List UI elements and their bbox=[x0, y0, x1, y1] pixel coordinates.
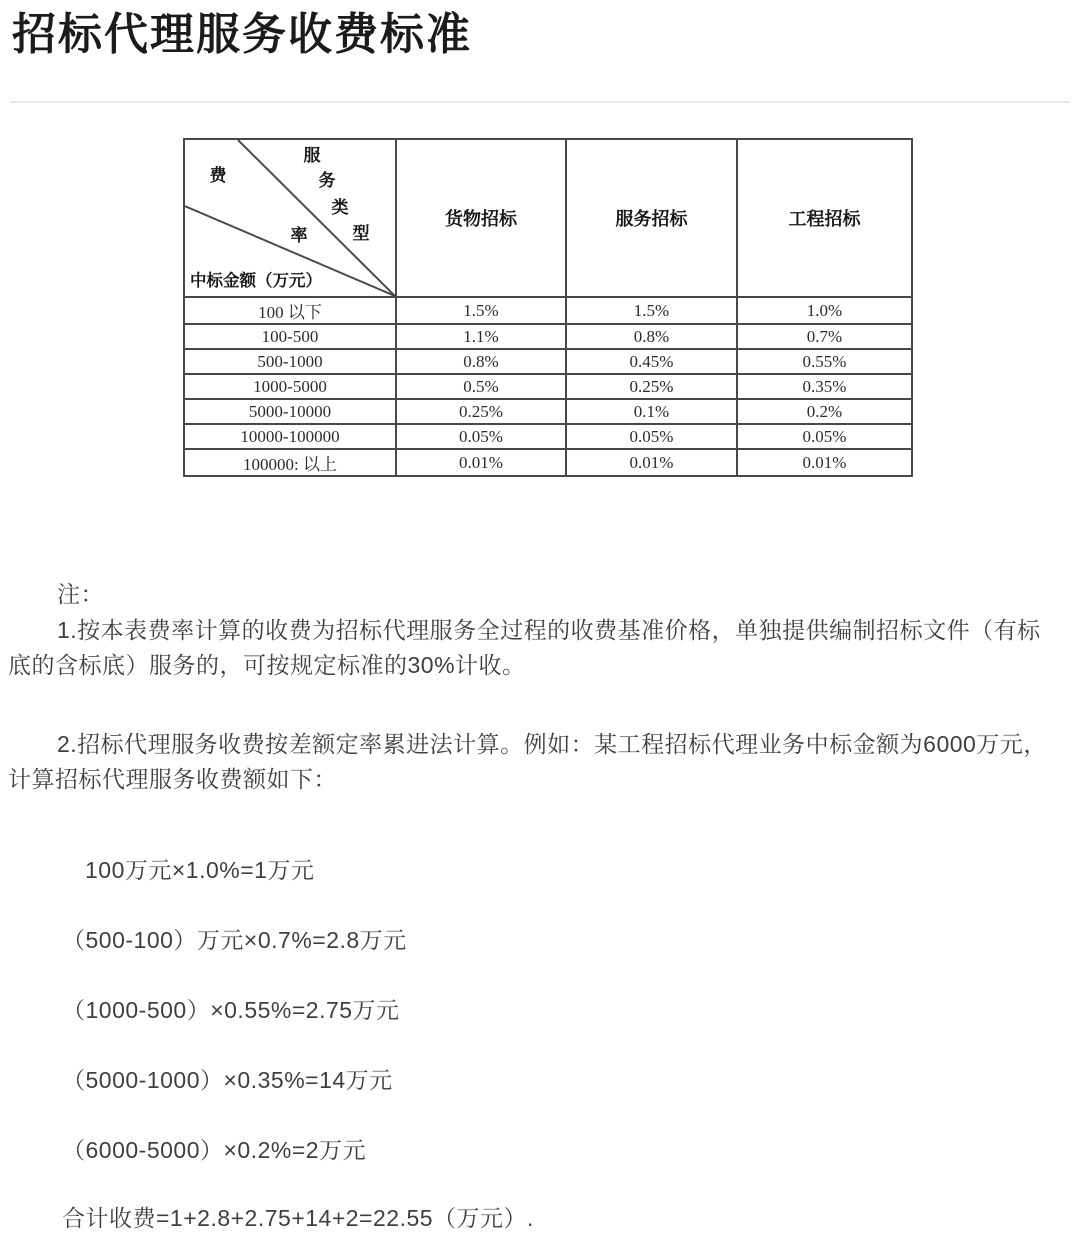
page-title: 招标代理服务收费标准 bbox=[12, 10, 472, 59]
row-range: 100000: 以上 bbox=[184, 449, 396, 476]
rate-engineering: 0.2% bbox=[737, 399, 912, 424]
table-row bbox=[184, 449, 912, 476]
fee-rate-table bbox=[183, 138, 913, 477]
rate-goods: 0.25% bbox=[396, 399, 566, 424]
column-header-service: 服务招标 bbox=[566, 139, 737, 297]
rate-goods: 0.5% bbox=[396, 374, 566, 399]
example-formula-5: （6000-5000）×0.2%=2万元 bbox=[62, 1137, 367, 1163]
rate-service: 1.5% bbox=[566, 297, 737, 324]
table-row bbox=[184, 374, 912, 399]
rate-service: 0.8% bbox=[566, 324, 737, 349]
row-range: 5000-10000 bbox=[184, 399, 396, 424]
example-formula-3: （1000-500）×0.55%=2.75万元 bbox=[62, 997, 400, 1023]
table-row bbox=[184, 297, 912, 324]
column-header-goods: 货物招标 bbox=[396, 139, 566, 297]
corner-rate-char-2: 率 bbox=[290, 226, 308, 245]
title-divider bbox=[10, 101, 1070, 103]
table-header-row bbox=[184, 139, 912, 297]
corner-service-char-1: 服 bbox=[303, 146, 321, 165]
table-row bbox=[184, 424, 912, 449]
notes-section bbox=[0, 578, 1068, 797]
table-row bbox=[184, 349, 912, 374]
rate-service: 0.01% bbox=[566, 449, 737, 476]
example-formula-2: （500-100）万元×0.7%=2.8万元 bbox=[62, 927, 407, 953]
rate-goods: 0.05% bbox=[396, 424, 566, 449]
example-formula-4: （5000-1000）×0.35%=14万元 bbox=[62, 1067, 393, 1093]
rate-engineering: 0.35% bbox=[737, 374, 912, 399]
column-header-engineering: 工程招标 bbox=[737, 139, 912, 297]
row-range: 100-500 bbox=[184, 324, 396, 349]
corner-service-char-2: 务 bbox=[318, 171, 336, 190]
example-formula-total: 合计收费=1+2.8+2.75+14+2=22.55（万元）. bbox=[62, 1205, 534, 1231]
corner-rate-char-1: 费 bbox=[209, 166, 227, 185]
corner-service-char-3: 类 bbox=[331, 198, 349, 217]
table-row bbox=[184, 324, 912, 349]
diagonal-corner-cell bbox=[184, 139, 396, 297]
row-range: 10000-100000 bbox=[184, 424, 396, 449]
rate-goods: 1.5% bbox=[396, 297, 566, 324]
rate-engineering: 0.01% bbox=[737, 449, 912, 476]
rate-engineering: 0.7% bbox=[737, 324, 912, 349]
note-1: 1.按本表费率计算的收费为招标代理服务全过程的收费基准价格，单独提供编制招标文件（有标底的含标底）服务的，可按规定标准的30%计收。 bbox=[8, 617, 1041, 678]
row-range: 1000-5000 bbox=[184, 374, 396, 399]
example-formula-1: 100万元×1.0%=1万元 bbox=[85, 857, 315, 883]
rate-engineering: 0.55% bbox=[737, 349, 912, 374]
rate-engineering: 0.05% bbox=[737, 424, 912, 449]
rate-service: 0.45% bbox=[566, 349, 737, 374]
rate-goods: 1.1% bbox=[396, 324, 566, 349]
row-range: 100 以下 bbox=[184, 297, 396, 324]
rate-engineering: 1.0% bbox=[737, 297, 912, 324]
rate-goods: 0.8% bbox=[396, 349, 566, 374]
rate-service: 0.25% bbox=[566, 374, 737, 399]
corner-amount-label: 中标金额（万元） bbox=[190, 270, 322, 290]
note-2: 2.招标代理服务收费按差额定率累进法计算。例如：某工程招标代理业务中标金额为6000万元，计算招标代理服务收费额如下： bbox=[8, 731, 1047, 792]
corner-service-char-4: 型 bbox=[352, 224, 370, 243]
notes-heading: 注： bbox=[57, 581, 104, 607]
table-row bbox=[184, 399, 912, 424]
rate-goods: 0.01% bbox=[396, 449, 566, 476]
rate-service: 0.05% bbox=[566, 424, 737, 449]
rate-service: 0.1% bbox=[566, 399, 737, 424]
row-range: 500-1000 bbox=[184, 349, 396, 374]
